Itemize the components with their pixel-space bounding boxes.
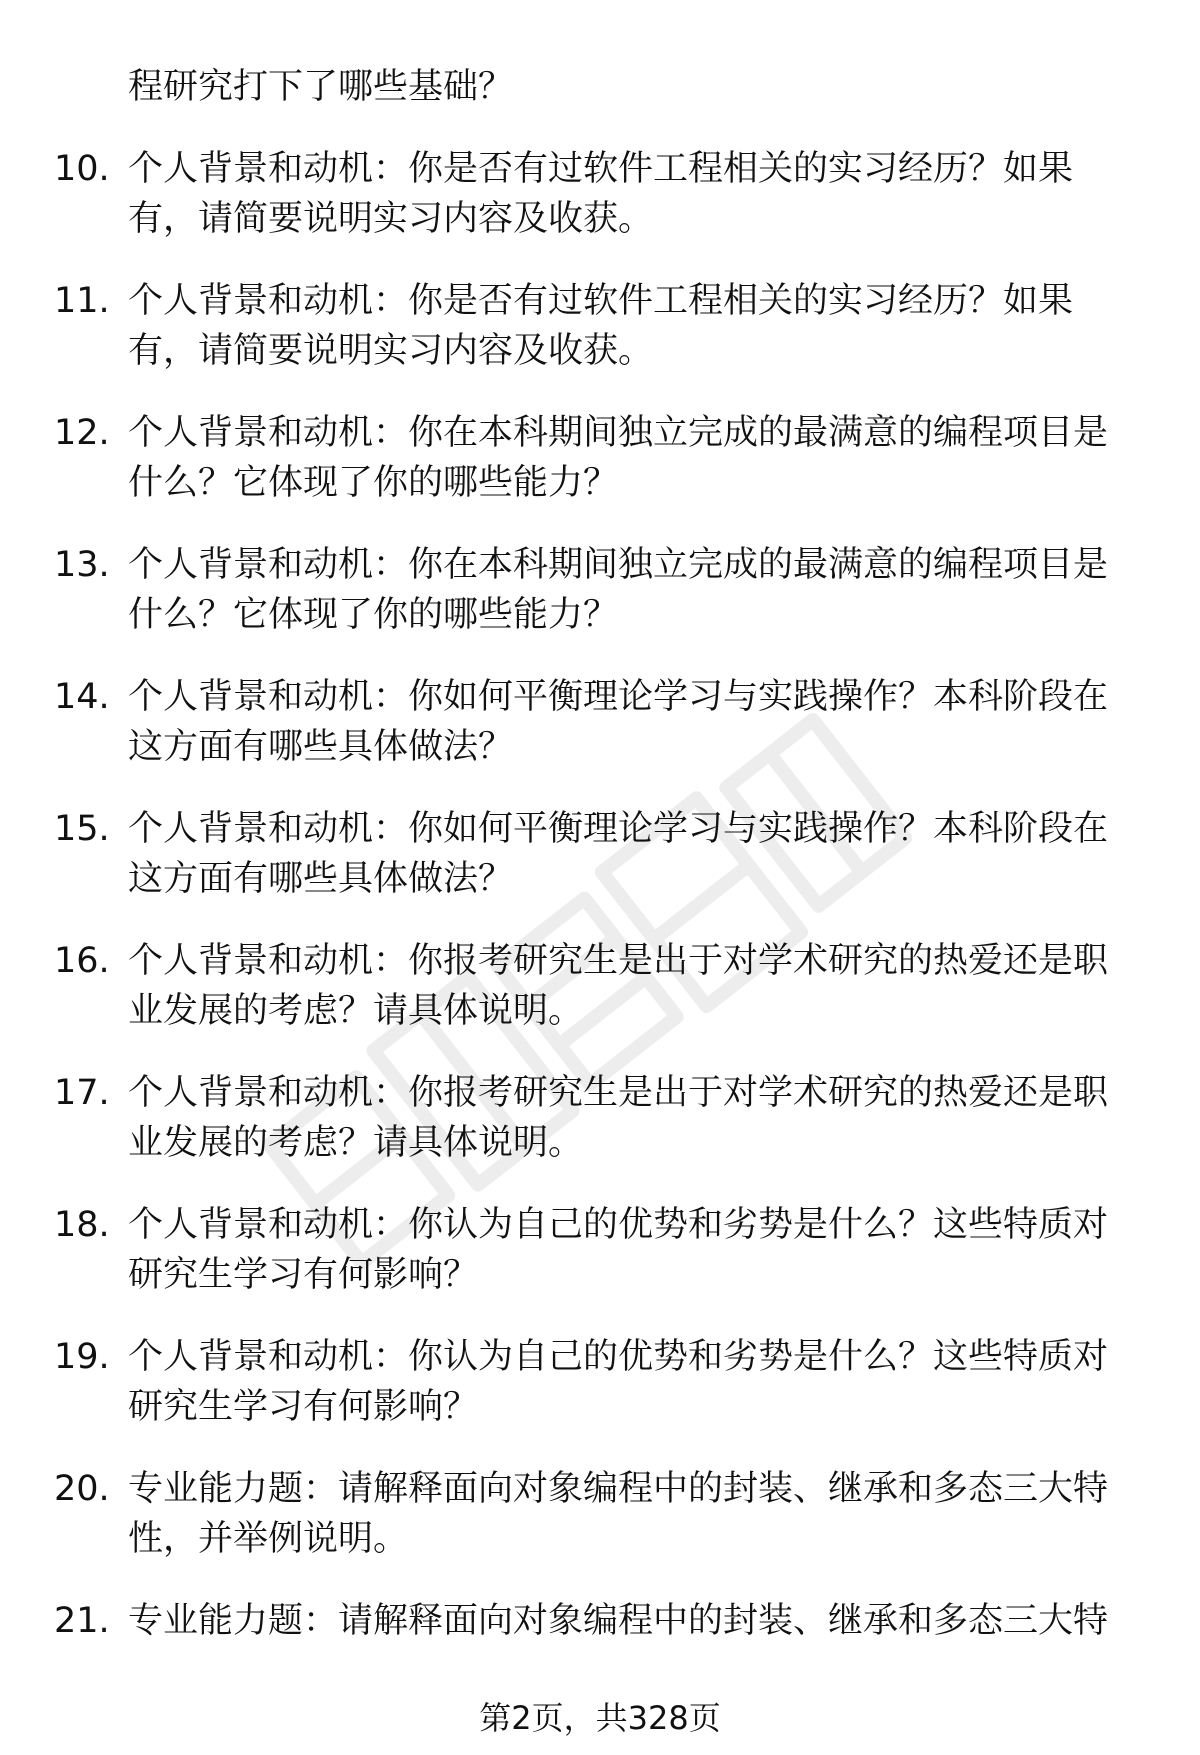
item-text-line: 个人背景和动机：你在本科期间独立完成的最满意的编程项目是 — [128, 545, 1109, 585]
list-item — [0, 936, 1200, 1036]
page-footer: 第2页，共328页 — [479, 1699, 721, 1737]
item-number: 13. — [54, 545, 110, 585]
item-text-line: 这方面有哪些具体做法？ — [128, 859, 514, 899]
item-text-line: 业发展的考虑？请具体说明。 — [128, 1123, 584, 1163]
item-text-line: 专业能力题：请解释面向对象编程中的封装、继承和多态三大特 — [128, 1469, 1109, 1509]
list-item — [0, 540, 1200, 640]
item-number: 20. — [54, 1469, 110, 1509]
item-text-line: 个人背景和动机：你如何平衡理论学习与实践操作？本科阶段在 — [128, 677, 1109, 717]
item-number: 12. — [54, 413, 110, 453]
list-item — [0, 804, 1200, 904]
item-number: 16. — [54, 941, 110, 981]
list-item — [0, 276, 1200, 376]
item-text-line: 有，请简要说明实习内容及收获。 — [128, 199, 654, 239]
item-text-line: 个人背景和动机：你认为自己的优势和劣势是什么？这些特质对 — [128, 1205, 1109, 1245]
list-item — [0, 1596, 1200, 1696]
item-text-line: 研究生学习有何影响？ — [128, 1255, 479, 1295]
list-item — [0, 144, 1200, 244]
item-text-line: 什么？它体现了你的哪些能力？ — [128, 595, 619, 635]
item-text-line: 研究生学习有何影响？ — [128, 1387, 479, 1427]
item-number: 21. — [54, 1601, 110, 1641]
item-text-line: 有，请简要说明实习内容及收获。 — [128, 331, 654, 371]
list-item — [0, 1068, 1200, 1168]
continuation-text: 程研究打下了哪些基础？ — [128, 67, 514, 107]
list-item — [0, 408, 1200, 508]
item-number: 14. — [54, 677, 110, 717]
item-number: 18. — [54, 1205, 110, 1245]
item-number: 11. — [54, 281, 110, 321]
item-text-line: 个人背景和动机：你在本科期间独立完成的最满意的编程项目是 — [128, 413, 1109, 453]
item-text-line: 性，并举例说明。 — [128, 1519, 409, 1559]
item-text-line: 业发展的考虑？请具体说明。 — [128, 991, 584, 1031]
item-text-line: 个人背景和动机：你报考研究生是出于对学术研究的热爱还是职 — [128, 1073, 1109, 1113]
item-number: 15. — [54, 809, 110, 849]
item-number: 17. — [54, 1073, 110, 1113]
item-text-line: 个人背景和动机：你是否有过软件工程相关的实习经历？如果 — [128, 149, 1074, 189]
item-text-line: 专业能力题：请解释面向对象编程中的封装、继承和多态三大特 — [128, 1601, 1109, 1641]
item-text-line: 个人背景和动机：你如何平衡理论学习与实践操作？本科阶段在 — [128, 809, 1109, 849]
item-number: 10. — [54, 149, 110, 189]
item-text-line: 个人背景和动机：你是否有过软件工程相关的实习经历？如果 — [128, 281, 1074, 321]
list-item — [0, 1464, 1200, 1564]
item-text-line: 这方面有哪些具体做法？ — [128, 727, 514, 767]
list-item — [0, 672, 1200, 772]
list-item — [0, 1332, 1200, 1432]
item-text-line: 个人背景和动机：你认为自己的优势和劣势是什么？这些特质对 — [128, 1337, 1109, 1377]
list-item — [0, 1200, 1200, 1300]
question-list — [0, 62, 1200, 1696]
item-text-line: 个人背景和动机：你报考研究生是出于对学术研究的热爱还是职 — [128, 941, 1109, 981]
item-text-line: 什么？它体现了你的哪些能力？ — [128, 463, 619, 503]
item-number: 19. — [54, 1337, 110, 1377]
